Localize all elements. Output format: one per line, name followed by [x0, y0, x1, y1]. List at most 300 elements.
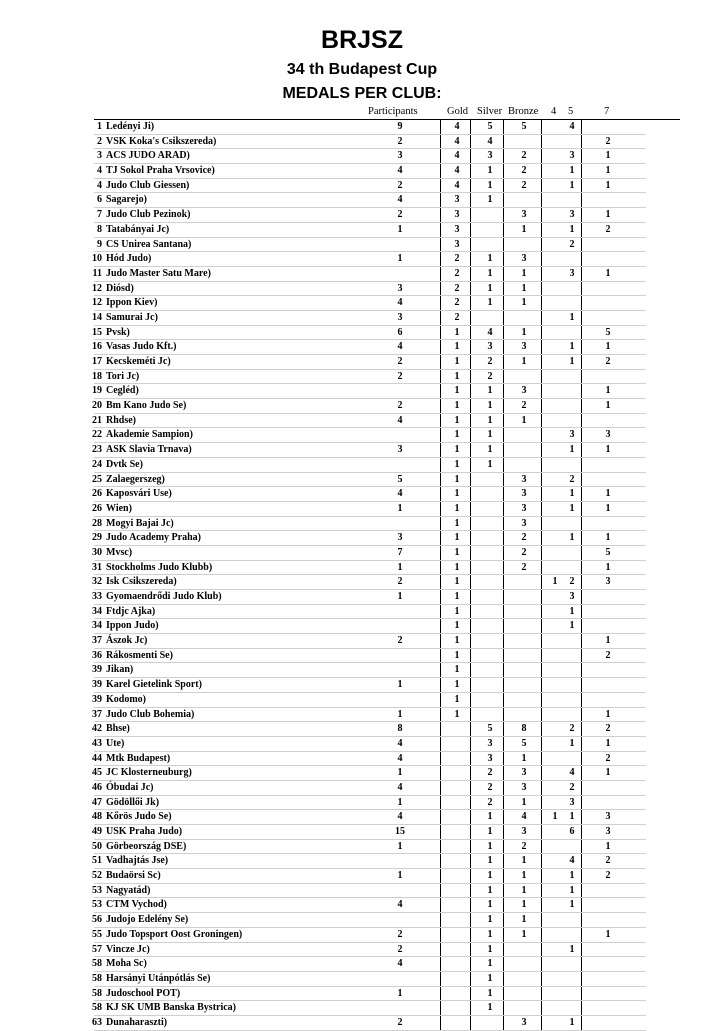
column-divider	[581, 252, 582, 267]
row-rank: 16	[92, 341, 102, 353]
row-rank: 42	[92, 723, 102, 735]
column-divider	[440, 135, 441, 150]
row-club: Isk Csikszereda)	[106, 576, 177, 588]
row-silver	[480, 693, 500, 708]
column-divider	[503, 737, 504, 752]
column-divider	[581, 957, 582, 972]
row-silver: 2	[487, 796, 493, 808]
row-place-7: 2	[605, 356, 611, 367]
table-row	[0, 708, 724, 723]
row-silver: 1	[487, 840, 493, 852]
row-gold: 1	[454, 649, 460, 661]
row-club: Judo Academy Praha)	[106, 532, 201, 544]
row-silver: 2	[487, 356, 493, 367]
column-divider	[503, 796, 504, 811]
row-bronze: 3	[521, 253, 527, 265]
row-club: Mogyi Bajai Jc)	[106, 517, 174, 529]
row-rank: 19	[92, 385, 102, 397]
row-gold: 4	[454, 121, 460, 132]
row-place-5	[565, 693, 579, 708]
column-divider	[581, 840, 582, 855]
row-place-4	[548, 414, 562, 429]
row-bronze	[512, 370, 536, 385]
column-divider	[541, 443, 542, 458]
column-divider	[541, 296, 542, 311]
row-place-7	[600, 414, 616, 429]
row-silver: 1	[487, 943, 493, 955]
row-bronze	[512, 957, 536, 972]
table-row	[0, 590, 724, 605]
row-bronze: 1	[521, 326, 527, 338]
column-divider	[503, 943, 504, 958]
row-participants: 2	[397, 179, 403, 191]
row-rank: 33	[92, 591, 102, 602]
row-rank: 55	[92, 928, 102, 940]
column-divider	[440, 708, 441, 723]
row-club: KJ SK UMB Banska Bystrica)	[106, 1002, 237, 1014]
row-club: Mtk Budapest)	[106, 752, 171, 764]
column-divider	[581, 487, 582, 502]
column-divider	[503, 384, 504, 399]
column-divider	[541, 561, 542, 576]
row-place-7	[600, 590, 616, 605]
table-row	[0, 766, 724, 781]
row-gold	[447, 781, 467, 796]
row-silver: 1	[487, 282, 493, 294]
column-divider	[470, 282, 471, 297]
row-silver: 1	[487, 179, 493, 191]
column-divider	[470, 869, 471, 884]
row-place-4	[548, 590, 562, 605]
row-rank: 43	[92, 737, 102, 749]
row-bronze	[512, 135, 536, 150]
column-divider	[470, 399, 471, 414]
row-participants: 2	[397, 576, 403, 588]
column-divider	[503, 708, 504, 723]
row-place-7	[600, 458, 616, 473]
column-divider	[440, 957, 441, 972]
row-bronze: 2	[521, 165, 527, 177]
table-row	[0, 752, 724, 767]
row-club: VSK Koka's Csikszereda)	[106, 135, 217, 147]
row-club: Judoschool POT)	[106, 987, 181, 999]
column-divider	[581, 340, 582, 355]
column-divider	[581, 428, 582, 443]
column-divider	[503, 781, 504, 796]
row-gold	[447, 898, 467, 913]
row-gold	[447, 884, 467, 899]
column-divider	[503, 399, 504, 414]
row-rank: 36	[92, 649, 102, 661]
column-divider	[541, 311, 542, 326]
column-divider	[440, 238, 441, 253]
row-gold: 4	[454, 179, 460, 191]
row-place-7: 5	[605, 326, 611, 338]
column-divider	[470, 1016, 471, 1031]
column-divider	[503, 252, 504, 267]
column-divider	[581, 296, 582, 311]
table-row	[0, 487, 724, 502]
row-place-4	[548, 561, 562, 576]
row-place-4	[548, 884, 562, 899]
row-participants	[380, 517, 420, 532]
column-divider	[440, 428, 441, 443]
row-gold: 1	[454, 708, 460, 720]
row-silver: 1	[487, 458, 493, 470]
column-headers	[0, 105, 724, 119]
row-place-7: 1	[605, 444, 611, 456]
row-rank: 58	[92, 1002, 102, 1014]
row-bronze: 3	[521, 209, 527, 221]
row-gold	[447, 825, 467, 840]
row-gold	[447, 972, 467, 987]
row-rank: 2	[97, 135, 102, 147]
row-club: Kecskeméti Jc)	[106, 356, 171, 367]
row-place-4	[548, 149, 562, 164]
row-rank: 58	[92, 972, 102, 984]
row-club: Rákosmenti Se)	[106, 649, 173, 661]
row-place-7	[600, 693, 616, 708]
row-place-4	[548, 546, 562, 561]
column-divider	[541, 179, 542, 194]
row-rank: 26	[92, 488, 102, 500]
row-place-7: 2	[605, 870, 611, 882]
row-place-4	[548, 370, 562, 385]
column-divider	[440, 414, 441, 429]
column-divider	[440, 766, 441, 781]
row-club: CTM Vychod)	[106, 899, 167, 911]
row-place-4	[548, 752, 562, 767]
column-divider	[470, 193, 471, 208]
row-participants: 1	[397, 767, 403, 779]
column-divider	[503, 752, 504, 767]
row-silver: 1	[487, 987, 493, 999]
column-divider	[470, 208, 471, 223]
row-place-7: 2	[605, 855, 611, 867]
column-divider	[503, 590, 504, 605]
row-rank: 15	[92, 326, 102, 338]
column-divider	[470, 1001, 471, 1016]
row-bronze	[512, 311, 536, 326]
column-divider	[440, 693, 441, 708]
column-divider	[440, 296, 441, 311]
column-divider	[541, 590, 542, 605]
table-row	[0, 619, 724, 634]
column-divider	[440, 928, 441, 943]
row-participants: 4	[397, 165, 403, 177]
row-silver: 1	[487, 811, 493, 823]
row-place-7: 2	[605, 649, 611, 661]
table-row	[0, 252, 724, 267]
row-place-5	[565, 634, 579, 649]
row-rank: 45	[92, 767, 102, 779]
row-bronze: 1	[521, 796, 527, 808]
column-divider	[440, 972, 441, 987]
column-divider	[581, 282, 582, 297]
row-place-4	[548, 737, 562, 752]
column-divider	[470, 605, 471, 620]
row-participants: 1	[397, 679, 403, 691]
row-silver	[480, 634, 500, 649]
column-divider	[581, 810, 582, 825]
row-gold: 1	[454, 605, 460, 617]
column-divider	[440, 502, 441, 517]
row-place-5: 2	[569, 576, 575, 588]
row-divider	[94, 1030, 646, 1031]
column-divider	[541, 943, 542, 958]
row-gold	[447, 1016, 467, 1031]
column-divider	[470, 575, 471, 590]
column-divider	[541, 164, 542, 179]
column-divider	[440, 913, 441, 928]
row-participants: 3	[397, 150, 403, 162]
row-place-4	[548, 531, 562, 546]
row-place-5	[565, 296, 579, 311]
row-silver: 1	[487, 194, 493, 206]
row-participants	[380, 428, 420, 443]
column-divider	[541, 752, 542, 767]
column-divider	[581, 193, 582, 208]
header-bronze: Bronze	[508, 106, 539, 117]
table-row	[0, 443, 724, 458]
column-divider	[581, 546, 582, 561]
row-gold	[447, 752, 467, 767]
row-place-5	[565, 708, 579, 723]
row-place-5: 6	[569, 826, 575, 837]
row-bronze: 2	[521, 150, 527, 162]
row-place-5	[565, 399, 579, 414]
row-gold: 2	[454, 253, 460, 265]
row-club: ASK Slavia Trnava)	[106, 444, 192, 456]
row-participants	[380, 649, 420, 664]
row-gold: 1	[454, 473, 460, 485]
row-place-5	[565, 663, 579, 678]
row-gold: 1	[454, 693, 460, 705]
row-place-7: 3	[605, 811, 611, 823]
row-gold: 1	[454, 458, 460, 470]
row-place-5: 1	[569, 811, 575, 823]
row-participants: 8	[397, 723, 403, 735]
row-place-7	[600, 252, 616, 267]
row-place-7	[600, 987, 616, 1002]
row-place-7	[600, 678, 616, 693]
row-place-5: 2	[569, 723, 575, 735]
row-bronze	[512, 987, 536, 1002]
column-divider	[470, 487, 471, 502]
row-club: Akademie Sampion)	[106, 429, 193, 441]
row-place-4	[548, 957, 562, 972]
column-divider	[503, 193, 504, 208]
row-place-7	[600, 781, 616, 796]
table-row	[0, 1016, 724, 1031]
column-divider	[440, 355, 441, 370]
row-place-4	[548, 326, 562, 341]
column-divider	[503, 487, 504, 502]
column-divider	[503, 311, 504, 326]
column-divider	[581, 326, 582, 341]
column-divider	[541, 473, 542, 488]
row-participants: 4	[397, 811, 403, 823]
row-gold	[447, 737, 467, 752]
column-divider	[541, 766, 542, 781]
column-divider	[440, 473, 441, 488]
row-gold: 2	[454, 267, 460, 279]
row-silver: 1	[487, 400, 493, 412]
row-participants: 1	[397, 987, 403, 999]
column-divider	[541, 458, 542, 473]
column-divider	[503, 223, 504, 238]
table-row	[0, 340, 724, 355]
row-participants: 4	[397, 781, 403, 793]
column-divider	[581, 311, 582, 326]
column-divider	[581, 414, 582, 429]
row-place-4	[548, 208, 562, 223]
row-silver: 1	[487, 267, 493, 279]
column-divider	[541, 619, 542, 634]
row-club: Görbeország DSE)	[106, 840, 187, 852]
row-participants: 4	[397, 414, 403, 426]
row-rank: 58	[92, 987, 102, 999]
column-divider	[470, 384, 471, 399]
column-divider	[541, 1016, 542, 1031]
column-divider	[440, 605, 441, 620]
column-divider	[470, 443, 471, 458]
row-place-4	[548, 987, 562, 1002]
column-divider	[503, 149, 504, 164]
column-divider	[541, 355, 542, 370]
row-club: Karel Gietelink Sport)	[106, 679, 202, 691]
row-bronze	[512, 605, 536, 620]
row-place-5: 3	[569, 267, 575, 279]
row-place-7	[600, 517, 616, 532]
table-row	[0, 179, 724, 194]
row-silver	[480, 605, 500, 620]
row-place-5: 1	[569, 502, 575, 514]
column-divider	[470, 649, 471, 664]
row-participants	[380, 238, 420, 253]
row-place-7: 1	[605, 165, 611, 177]
table-row	[0, 223, 724, 238]
row-place-7: 1	[605, 341, 611, 353]
row-gold	[447, 869, 467, 884]
row-bronze	[512, 649, 536, 664]
row-gold: 1	[454, 400, 460, 412]
row-place-4	[548, 473, 562, 488]
column-divider	[581, 443, 582, 458]
row-club: TJ Sokol Praha Vrsovice)	[106, 165, 215, 177]
column-divider	[581, 605, 582, 620]
column-divider	[541, 149, 542, 164]
table-row	[0, 810, 724, 825]
table-row	[0, 913, 724, 928]
row-place-5: 3	[569, 591, 575, 602]
row-rank: 46	[92, 781, 102, 793]
row-place-4	[548, 384, 562, 399]
row-silver	[480, 517, 500, 532]
row-club: Dunaharaszti)	[106, 1016, 168, 1028]
row-place-7: 3	[605, 576, 611, 588]
table-row	[0, 605, 724, 620]
row-place-5	[565, 987, 579, 1002]
column-divider	[440, 752, 441, 767]
row-place-7: 1	[605, 737, 611, 749]
column-divider	[440, 869, 441, 884]
table-row	[0, 884, 724, 899]
row-silver	[480, 663, 500, 678]
column-divider	[541, 238, 542, 253]
column-divider	[470, 502, 471, 517]
row-participants: 2	[397, 370, 403, 382]
column-divider	[541, 840, 542, 855]
column-divider	[503, 340, 504, 355]
column-divider	[470, 678, 471, 693]
row-club: Ászok Jc)	[106, 635, 148, 647]
row-participants	[380, 663, 420, 678]
row-rank: 1	[97, 121, 102, 132]
column-divider	[581, 1001, 582, 1016]
row-rank: 6	[97, 194, 102, 206]
row-participants: 1	[397, 796, 403, 808]
row-gold	[447, 987, 467, 1002]
row-place-5: 1	[569, 223, 575, 235]
row-bronze	[512, 972, 536, 987]
row-place-7	[600, 193, 616, 208]
table-row	[0, 164, 724, 179]
table-row	[0, 428, 724, 443]
row-rank: 37	[92, 635, 102, 647]
row-place-7: 1	[605, 532, 611, 544]
row-club: Judo Club Pezinok)	[106, 209, 191, 221]
table-row	[0, 840, 724, 855]
row-rank: 58	[92, 958, 102, 970]
row-bronze: 1	[521, 267, 527, 279]
row-place-4	[548, 781, 562, 796]
column-divider	[440, 517, 441, 532]
column-divider	[470, 135, 471, 150]
row-rank: 39	[92, 693, 102, 705]
table-row	[0, 869, 724, 884]
column-divider	[541, 722, 542, 737]
row-place-7: 1	[605, 767, 611, 779]
row-bronze	[512, 193, 536, 208]
row-rank: 3	[97, 150, 102, 162]
table-row	[0, 149, 724, 164]
column-divider	[581, 943, 582, 958]
table-row	[0, 473, 724, 488]
row-silver: 2	[487, 370, 493, 382]
column-divider	[470, 252, 471, 267]
row-place-7: 1	[605, 400, 611, 412]
row-participants: 4	[397, 737, 403, 749]
row-rank: 57	[92, 943, 102, 955]
row-bronze	[512, 575, 536, 590]
column-divider	[503, 884, 504, 899]
row-place-4	[548, 428, 562, 443]
row-bronze: 4	[521, 811, 527, 823]
column-divider	[581, 928, 582, 943]
row-participants: 4	[397, 297, 403, 309]
column-divider	[541, 193, 542, 208]
column-divider	[581, 796, 582, 811]
row-bronze	[512, 693, 536, 708]
column-divider	[503, 854, 504, 869]
column-divider	[581, 208, 582, 223]
column-divider	[503, 428, 504, 443]
column-divider	[470, 619, 471, 634]
table-row	[0, 737, 724, 752]
row-participants: 2	[397, 209, 403, 221]
row-place-7	[600, 943, 616, 958]
